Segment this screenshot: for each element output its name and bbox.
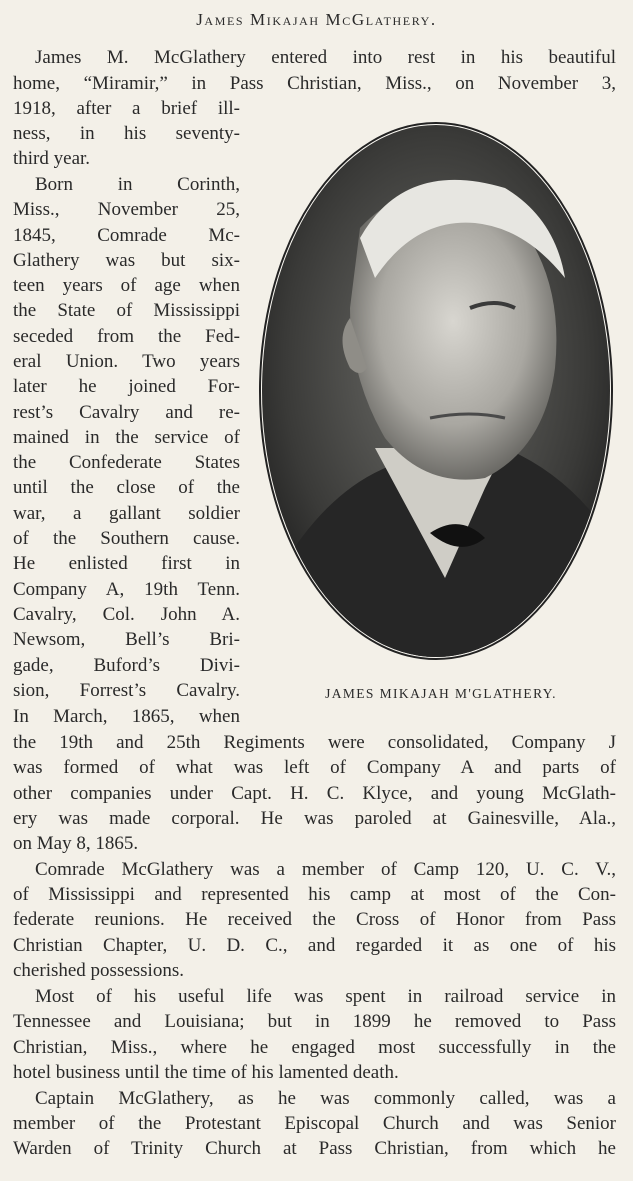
text-line: 1845, Comrade Mc-	[13, 225, 240, 246]
text-line: third year.	[13, 148, 91, 169]
text-line: until the close of the	[13, 477, 240, 498]
text-line: Glathery was but six-	[13, 250, 240, 271]
text-line: Most of his useful life was spent in railroad service in	[35, 986, 616, 1007]
text-line: member of the Protestant Episcopal Church and was Senior	[13, 1113, 616, 1134]
text-line: on May 8, 1865.	[13, 833, 139, 854]
text-line: Born in Corinth,	[35, 174, 240, 195]
text-line: of the Southern cause.	[13, 528, 240, 549]
text-line: Christian Chapter, U. D. C., and regarded it as one of his	[13, 935, 616, 956]
text-line: cherished possessions.	[13, 960, 184, 981]
text-line: was formed of what was left of Company A and parts of	[13, 757, 616, 778]
text-line: Cavalry, Col. John A.	[13, 604, 240, 625]
text-line: teen years of age when	[13, 275, 240, 296]
portrait-caption: JAMES MIKAJAH M'GLATHERY.	[325, 686, 557, 701]
page-title: James Mikajah McGlathery.	[196, 10, 437, 29]
text-line: Captain McGlathery, as he was commonly called, was a	[35, 1088, 616, 1109]
text-line: gade, Buford’s Divi-	[13, 655, 240, 676]
text-line: of Mississippi and represented his camp at most of the Con-	[13, 884, 616, 905]
text-line: seceded from the Fed-	[13, 326, 240, 347]
text-line: ness, in his seventy-	[13, 123, 240, 144]
text-line: eral Union. Two years	[13, 351, 240, 372]
text-line: Christian, Miss., where he engaged most successfully in the	[13, 1037, 616, 1058]
text-line: the State of Mississippi	[13, 300, 240, 321]
text-line: 1918, after a brief ill-	[13, 98, 240, 119]
text-line: home, “Miramir,” in Pass Christian, Miss., on November 3,	[13, 73, 616, 94]
text-line: sion, Forrest’s Cavalry.	[13, 680, 240, 701]
text-line: Miss., November 25,	[13, 199, 240, 220]
text-line: rest’s Cavalry and re-	[13, 402, 240, 423]
text-line: In March, 1865, when	[13, 706, 240, 727]
text-line: He enlisted first in	[13, 553, 240, 574]
text-line: Newsom, Bell’s Bri-	[13, 629, 240, 650]
text-line: ery was made corporal. He was paroled at Gainesville, Ala.,	[13, 808, 616, 829]
text-line: Comrade McGlathery was a member of Camp 120, U. C. V.,	[35, 859, 616, 880]
text-line: James M. McGlathery entered into rest in his beautiful	[35, 47, 616, 68]
text-line: Tennessee and Louisiana; but in 1899 he removed to Pass	[13, 1011, 616, 1032]
text-line: war, a gallant soldier	[13, 503, 240, 524]
text-line: hotel business until the time of his lamented death.	[13, 1062, 399, 1083]
text-line: later he joined For-	[13, 376, 240, 397]
text-line: mained in the service of	[13, 427, 240, 448]
text-line: other companies under Capt. H. C. Klyce, and young McGlath-	[13, 783, 616, 804]
text-line: Warden of Trinity Church at Pass Christian, from which he	[13, 1138, 616, 1159]
text-line: the 19th and 25th Regiments were consolidated, Company J	[13, 732, 616, 753]
text-line: the Confederate States	[13, 452, 240, 473]
text-line: federate reunions. He received the Cross of Honor from Pass	[13, 909, 616, 930]
text-line: Company A, 19th Tenn.	[13, 579, 240, 600]
portrait-photo	[255, 118, 617, 664]
